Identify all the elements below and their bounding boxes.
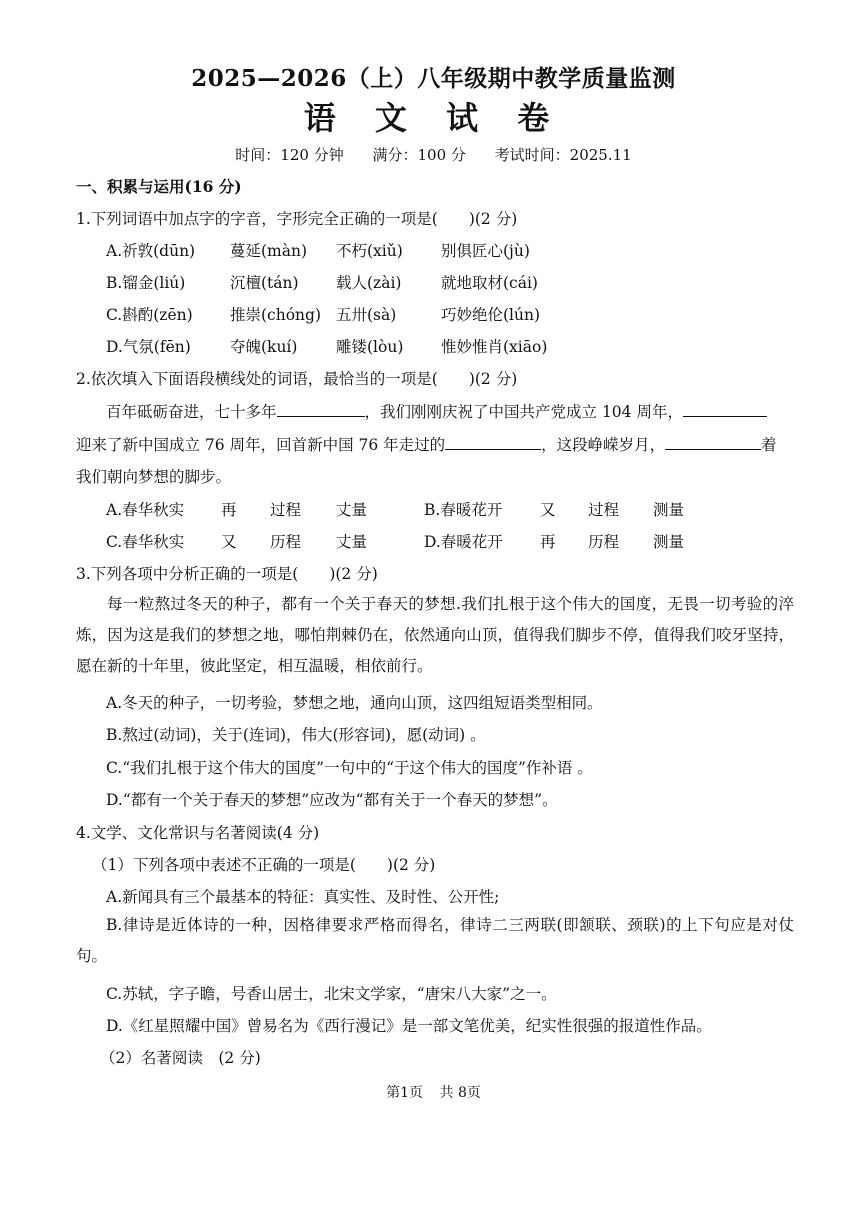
page-number: 第1页 xyxy=(386,1085,424,1101)
section-heading: 一、积累与运用(16 分) xyxy=(76,177,242,196)
q2-text: ，这段峥嵘岁月， xyxy=(541,436,666,454)
q2-option-cell: 又 xyxy=(221,533,237,551)
question-2-stem: 2.依次填入下面语段横线处的词语，最恰当的一项是( )(2 分) xyxy=(76,370,518,388)
exam-full-score: 满分：100 分 xyxy=(372,146,466,164)
q2-option-cell: A.春华秋实 xyxy=(106,501,185,519)
q1-option-cell: 别俱匠心(jù) xyxy=(441,242,530,260)
q4-option: D.《红星照耀中国》曾易名为《西行漫记》是一部文笔优美，纪实性很强的报道性作品。 xyxy=(106,1017,712,1035)
q2-option-cell: 又 xyxy=(540,501,556,519)
q1-option-cell: C.斟酌(zēn) xyxy=(106,306,193,324)
q3-passage: 每一粒熬过冬天的种子，都有一个关于春天的梦想.我们扎根于这个伟大的国度，无畏一切考验的淬炼，因为这是我们的梦想之地，哪怕荆棘仍在，依然通向山顶，值得我们脚步不停，值得我们咬牙坚持，愿在新的十年里，彼此坚定，相互温暖，相依前行。 xyxy=(76,595,794,675)
page-total: 共 8页 xyxy=(439,1085,481,1101)
q3-option: B.熬过(动词)，关于(连词)，伟大(形容词)，愿(动词) 。 xyxy=(106,726,486,744)
q1-option-cell: 巧妙绝伦(lún) xyxy=(441,306,541,324)
q2-option-cell: 再 xyxy=(221,501,237,519)
q4-option: B.律诗是近体诗的一种，因格律要求严格而得名，律诗二三两联(即颔联、颈联)的上下句应是对仗句。 xyxy=(76,916,794,965)
q2-option-cell: 过程 xyxy=(588,501,620,519)
q2-text: 迎来了新中国成立 76 周年，回首新中国 76 年走过的 xyxy=(76,436,446,454)
page-footer xyxy=(0,1082,867,1102)
q2-option-cell: 测量 xyxy=(653,501,685,519)
q4-sub-question-1: （1）下列各项中表述不正确的一项是( )(2 分) xyxy=(92,856,436,874)
q1-option-cell: 雕镂(lòu) xyxy=(336,338,404,356)
q2-text: 百年砥砺奋进，七十多年 xyxy=(106,403,277,421)
exam-info xyxy=(0,144,867,165)
q2-text: 着 xyxy=(761,436,777,454)
answer-blank xyxy=(683,402,767,417)
q3-option: D.“都有一个关于春天的梦想”应改为“都有关于一个春天的梦想”。 xyxy=(106,791,558,809)
question-3-stem: 3.下列各项中分析正确的一项是( )(2 分) xyxy=(76,565,378,583)
q2-passage-line: 我们朝向梦想的脚步。 xyxy=(76,468,232,486)
q1-option-cell: D.气氛(fēn) xyxy=(106,338,191,356)
q2-option-cell: 测量 xyxy=(653,533,685,551)
q2-option-cell: 过程 xyxy=(270,501,302,519)
answer-blank xyxy=(277,402,365,417)
question-1-stem: 1.下列词语中加点字的字音，字形完全正确的一项是( )(2 分) xyxy=(76,210,518,228)
exam-title: 2025—2026（上）八年级期中教学质量监测 xyxy=(191,65,676,92)
q3-option: A.冬天的种子，一切考验，梦想之地，通向山顶，这四组短语类型相同。 xyxy=(106,694,603,712)
answer-blank xyxy=(665,435,761,450)
q1-option-cell: 推崇(chóng) xyxy=(230,306,321,324)
q1-option-cell: B.镏金(liú) xyxy=(106,274,186,292)
q1-option-cell: 沉檀(tán) xyxy=(230,274,299,292)
q1-option-cell: 不朽(xiǔ) xyxy=(336,242,403,260)
question-4-stem: 4.文学、文化常识与名著阅读(4 分) xyxy=(76,824,320,842)
q2-option-cell: 历程 xyxy=(270,533,302,551)
q1-option-cell: 就地取材(cái) xyxy=(441,274,538,292)
q1-option-cell: 惟妙惟肖(xiāo) xyxy=(441,338,548,356)
q2-passage-line xyxy=(76,433,777,455)
q1-option-cell: A.祈敦(dūn) xyxy=(106,242,196,260)
subject-title: 语 文 试 卷 xyxy=(303,99,564,137)
q3-option: C.“我们扎根于这个伟大的国度”一句中的“于这个伟大的国度”作补语 。 xyxy=(106,759,593,777)
exam-date: 考试时间：2025.11 xyxy=(494,146,632,164)
q2-option-cell: 丈量 xyxy=(336,533,368,551)
q2-text: ，我们刚刚庆祝了中国共产党成立 104 周年， xyxy=(364,403,683,421)
q1-option-cell: 载人(zài) xyxy=(336,274,402,292)
answer-blank xyxy=(445,435,541,450)
q4-option: A.新闻具有三个最基本的特征：真实性、及时性、公开性; xyxy=(106,888,500,906)
q2-option-cell: 丈量 xyxy=(336,501,368,519)
q4-sub-question-2: （2）名著阅读 (2 分) xyxy=(100,1049,261,1067)
q2-option-cell: B.春暖花开 xyxy=(424,501,503,519)
q2-option-cell: 历程 xyxy=(588,533,620,551)
q2-option-cell: D.春暖花开 xyxy=(424,533,503,551)
q2-option-cell: C.春华秋实 xyxy=(106,533,185,551)
exam-duration: 时间：120 分钟 xyxy=(235,146,344,164)
q2-option-cell: 再 xyxy=(540,533,556,551)
q4-option: C.苏轼，字子瞻，号香山居士，北宋文学家，“唐宋八大家”之一。 xyxy=(106,985,557,1003)
q2-passage-line xyxy=(106,400,767,422)
q1-option-cell: 夺魄(kuí) xyxy=(230,338,298,356)
q1-option-cell: 五卅(sà) xyxy=(336,306,397,324)
q1-option-cell: 蔓延(màn) xyxy=(230,242,308,260)
